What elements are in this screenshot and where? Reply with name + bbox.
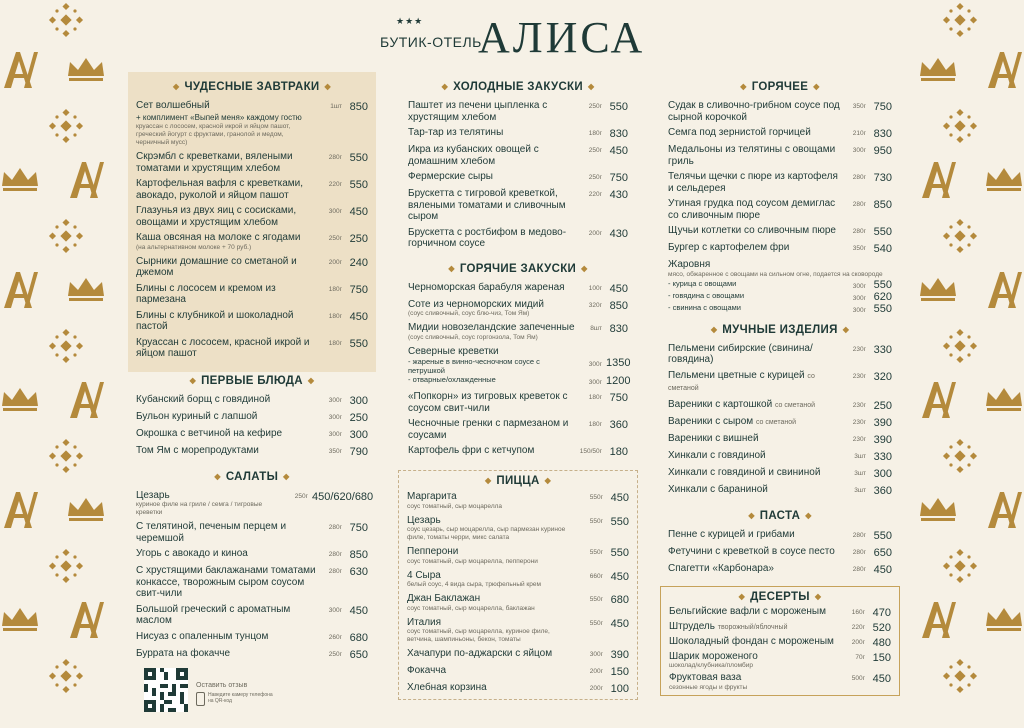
menu-item: Тар-тар из телятины 180г 830: [408, 127, 628, 140]
menu-item: Картофель фри с кетчупом 150/50г 180: [408, 445, 628, 458]
menu-item: Бургер с картофелем фри 350г 540: [668, 242, 892, 255]
menu-item: Брускетта с тигровой креветкой, вялеными томатами и сливочным сыром 220г 430: [408, 188, 628, 222]
right-ornament-band: [914, 0, 1024, 728]
menu-item: Черноморская барабуля жареная 100г 450: [408, 281, 628, 295]
qr-hint: Наведите камеру телефона на QR-код: [208, 692, 273, 704]
menu-item: Хачапури по-аджарски с яйцом 300г 390: [407, 648, 629, 661]
menu-item: Бульон куриный с лапшой 300г 250: [136, 410, 368, 424]
menu-item: Чесночные гренки с пармезаном и соусами 180г 360: [408, 418, 628, 441]
menu-item: 4 Сыра белый соус, 4 вида сыра, трюфельный крем 660г 450: [407, 569, 629, 588]
menu-item: Хлебная корзина 200г 100: [407, 682, 629, 695]
phone-icon: [196, 692, 205, 706]
left-ornament-band: [0, 0, 110, 728]
menu-item: Утиная грудка под соусом демиглас со сливочным пюре 280г 850: [668, 198, 892, 221]
review-qr-code[interactable]: [144, 668, 188, 712]
menu-item: Соте из черноморских мидий (соус сливочный, соус блю-чиз, Том Ям) 320г 850: [408, 298, 628, 317]
menu-item: «Попкорн» из тигровых креветок с соусом свит-чили 180г 750: [408, 391, 628, 414]
menu-item: Фруктовая ваза сезонные ягоды и фрукты 500г 450: [669, 672, 891, 691]
menu-item: Италия соус томатный, сыр моцарелла, куриное филе, ветчина, шампиньоны, бекон, томаты 550г 450: [407, 616, 629, 643]
menu-item: Нисуаз с опаленным тунцом 260г 680: [136, 630, 368, 644]
menu-item: Вареники с сыром со сметаной 230г 390: [668, 415, 892, 429]
menu-item: Сет волшебный + комплимент «Выпей меня» каждому гостю круассан с лососем, красной икрой и яйцом пашот, греческий йогурт с фруктами, гранолой и медом, черничный мусс) 1шт 850: [136, 100, 368, 146]
menu-item: Цезарь куриное филе на гриле / семга / тигровые креветки 250г 450/620/680: [136, 489, 374, 516]
hotel-brand: АЛИСА: [478, 13, 646, 62]
menu-item: Картофельная вафля с креветками, авокадо, руколой и яйцом пашот 220г 550: [136, 178, 368, 201]
section-title: ◆ МУЧНЫЕ ИЗДЕЛИЯ ◆: [710, 323, 850, 336]
menu-item: Хинкали с говядиной и свининой 3шт 300: [668, 466, 892, 480]
section-title: ◆ ПЕРВЫЕ БЛЮДА ◆: [189, 374, 315, 387]
menu-item: Пельмени сибирские (свинина/говядина) 230г 330: [668, 342, 892, 365]
menu-item: Судак в сливочно-грибном соусе под сырной корочкой 350г 750: [668, 100, 892, 123]
menu-column-right: [660, 76, 900, 696]
menu-item: Сырники домашние со сметаной и джемом 200г 240: [136, 255, 368, 278]
menu-item: Шоколадный фондан с мороженым 200г 480: [669, 635, 891, 649]
menu-column-left: [128, 76, 376, 663]
review-label[interactable]: Оставить отзыв: [196, 682, 248, 689]
menu-item: Глазунья из двух яиц с сосисками, овощами и хрустящим хлебом 300г 450: [136, 205, 368, 228]
menu-item: Буррата на фокачче 250г 650: [136, 647, 368, 661]
menu-item: Круассан с лососем, красной икрой и яйцом пашот 180г 550: [136, 336, 368, 359]
menu-item: Хинкали с бараниной 3шт 360: [668, 483, 892, 497]
menu-item: Том Ям с морепродуктами 350г 790: [136, 444, 368, 458]
section-title: ◆ ЧУДЕСНЫЕ ЗАВТРАКИ ◆: [173, 81, 331, 94]
menu-item: Медальоны из телятины с овощами гриль 300г 950: [668, 144, 892, 167]
menu-item: Фетучини с креветкой в соусе песто 280г 650: [668, 545, 892, 559]
pizza-section: [398, 470, 638, 700]
menu-item: Кубанский борщ с говядиной 300г 300: [136, 393, 368, 407]
menu-column-middle: [398, 76, 638, 700]
menu-item: Бельгийские вафли с мороженым 160г 470: [669, 605, 891, 619]
menu-item: Вареники с вишней 230г 390: [668, 432, 892, 446]
menu-item: Телячьи щечки с пюре из картофеля и сельдерея 280г 730: [668, 171, 892, 194]
section-title: ◆ ХОЛОДНЫЕ ЗАКУСКИ ◆: [441, 81, 595, 94]
menu-item: Большой греческий с ароматным маслом 300г 450: [136, 603, 368, 626]
section-title: ◆ САЛАТЫ ◆: [214, 470, 290, 483]
menu-item: Мидии новозеландские запеченные (соус сливочный, соус горгонзола, Том Ям) 8шт 830: [408, 322, 628, 341]
menu-item: С хрустящими баклажанами томатами конкассе, творожным сыром соусом свит-чили 280г 630: [136, 565, 368, 599]
menu-item: Пенне с курицей и грибами 280г 550: [668, 528, 892, 542]
soups-section: [128, 370, 376, 460]
menu-item: Окрошка с ветчиной на кефире 300г 300: [136, 427, 368, 441]
menu-item: Штрудель творожный/яблочный 220г 520: [669, 620, 891, 634]
menu-item: Джан Баклажан соус томатный, сыр моцарелла, баклажан 550г 680: [407, 593, 629, 612]
menu-item: Фокачча 200г 150: [407, 665, 629, 678]
menu-item: Пепперони соус томатный, сыр моцарелла, пепперони 550г 550: [407, 546, 629, 565]
hotel-stars: ★★★: [396, 16, 424, 26]
menu-item: Вареники с картошкой со сметаной 230г 250: [668, 398, 892, 412]
menu-item: Шарик мороженого шоколад/клубника/пломбир 70г 150: [669, 650, 891, 669]
salads-section: [128, 466, 376, 663]
menu-item: Блины с лососем и кремом из пармезана 180г 750: [136, 282, 368, 305]
section-title: ◆ ДЕСЕРТЫ ◆: [738, 590, 822, 603]
menu-item: Блины с клубникой и шоколадной пастой 180г 450: [136, 309, 368, 332]
menu-item: Цезарь соус цезарь, сыр моцарелла, сыр пармезан куриное филе, томаты черри, микс салата 550г 550: [407, 514, 629, 541]
menu-item: Скрэмбл с креветками, вялеными томатами и хрустящим хлебом 280г 550: [136, 151, 368, 174]
pasta-section: [660, 505, 900, 578]
menu-item: Брускетта с ростбифом в медово-горчичном соусе 200г 430: [408, 226, 628, 249]
section-title: ◆ ГОРЯЧИЕ ЗАКУСКИ ◆: [448, 262, 588, 275]
menu-item: Хинкали с говядиной 3шт 330: [668, 449, 892, 463]
menu-item-shrimp: Северные креветки - жареные в винно-чесночном соусе с петрушкой 300г 1350 - отварные/охлажденные 300г 1200: [408, 345, 631, 387]
menu-item: Икра из кубанских овощей с домашним хлебом 250г 450: [408, 144, 628, 167]
menu-item: Щучьи котлетки со сливочным пюре 280г 550: [668, 225, 892, 238]
hotel-header: [380, 14, 660, 64]
menu-item: С телятиной, печеным перцем и черемшой 280г 750: [136, 521, 368, 544]
hot-snacks-section: [398, 258, 638, 461]
desserts-section: [660, 586, 900, 696]
menu-item: Семга под зернистой горчицей 210г 830: [668, 127, 892, 140]
hot-section: [660, 76, 900, 317]
section-title: ◆ ПАСТА ◆: [748, 509, 812, 522]
menu-item: Фермерские сыры 250г 750: [408, 171, 628, 184]
menu-item: Маргарита соус томатный, сыр моцарелла 550г 450: [407, 491, 629, 510]
menu-item: Каша овсяная на молоке с ягодами (на альтернативном молоке + 70 руб.) 250г 250: [136, 232, 368, 251]
menu-item: Угорь с авокадо и киноа 280г 850: [136, 548, 368, 561]
breakfast-section: [128, 76, 376, 362]
section-title: ◆ ГОРЯЧЕЕ ◆: [740, 81, 820, 94]
menu-item: Спагетти «Карбонара» 280г 450: [668, 562, 892, 576]
menu-item: Паштет из печени цыпленка с хрустящим хлебом 250г 550: [408, 100, 628, 123]
cold-snacks-section: [398, 76, 638, 252]
menu-item-roast: Жаровня мясо, обжаренное с овощами на сильном огне, подается на сковороде - курица с овощами 300г 550 - говядина с овощами 300г 620 - свинина с овощами 300г 550: [668, 259, 892, 315]
menu-item: Пельмени цветные с курицей со сметаной 230г 320: [668, 369, 892, 392]
hotel-subtitle: БУТИК-ОТЕЛЬ: [380, 34, 482, 50]
dough-section: [660, 319, 900, 499]
section-title: ◆ ПИЦЦА ◆: [484, 475, 552, 488]
